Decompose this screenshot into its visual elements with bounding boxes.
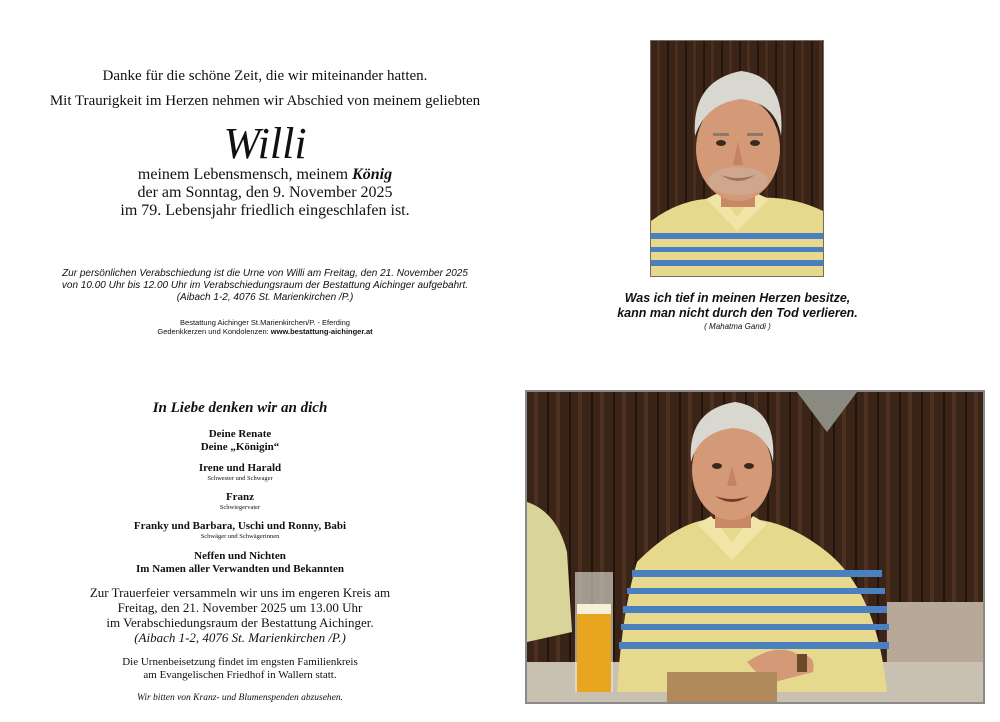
portrait-photo-illustration <box>651 41 823 276</box>
desc-line-1-text: meinem Lebensmensch, meinem <box>137 166 353 183</box>
no-wreath-note: Wir bitten von Kranz- und Blumenspenden abzusehen. <box>136 693 344 703</box>
farewell-info <box>30 268 500 304</box>
undertaker-website-link[interactable]: www.bestattung-aichinger.at <box>270 327 373 336</box>
undertaker-line-2 <box>30 327 500 336</box>
deceased-description <box>20 166 510 220</box>
desc-line-1-emphasis: König <box>352 166 393 183</box>
deceased-name: Willi <box>223 119 307 168</box>
farewell-line-3: (Aibach 1-2, 4076 St. Marienkirchen /P.) <box>176 292 354 303</box>
family-name: Im Namen aller Verwandten und Bekannten <box>136 563 344 575</box>
service-line-3: im Verabschiedungsraum der Bestattung Aichinger. <box>106 615 374 630</box>
farewell-line-1: Zur persönlichen Verabschiedung ist die Urne von Willi am Freitag, den 21. November 2025 <box>62 268 468 279</box>
scene-photo-illustration <box>527 392 983 702</box>
family-group-3 <box>30 491 450 512</box>
intro-line-1: Danke für die schöne Zeit, die wir miteinander hatten. <box>102 68 428 84</box>
service-info <box>30 585 450 645</box>
remembrance-heading: In Liebe denken wir an dich <box>152 400 328 416</box>
family-group-5 <box>30 550 450 576</box>
service-line-2: Freitag, den 21. November 2025 um 13.00 Uhr <box>117 600 363 615</box>
family-relation: Schwiegervater <box>219 504 261 511</box>
desc-line-2: der am Sonntag, den 9. November 2025 <box>137 184 393 201</box>
urn-info <box>30 656 450 682</box>
desc-line-3: im 79. Lebensjahr friedlich eingeschlafen ist. <box>120 202 410 219</box>
urn-line-2: am Evangelischen Friedhof in Wallern statt. <box>143 669 337 681</box>
farewell-line-2: von 10.00 Uhr bis 12.00 Uhr im Verabschiedungsraum der Bestattung Aichinger aufgebahrt. <box>61 280 469 291</box>
quote-line-2: kann man nicht durch den Tod verlieren. <box>617 306 858 320</box>
undertaker-line-2-text: Gedenkkerzen und Kondolenzen: <box>157 327 271 336</box>
family-name: Neffen und Nichten <box>194 550 286 562</box>
family-group-2 <box>30 462 450 483</box>
portrait-photo <box>650 40 824 277</box>
quote-line-1: Was ich tief in meinen Herzen besitze, <box>624 291 851 305</box>
family-group-4 <box>30 520 450 541</box>
family-name: Deine „Königin“ <box>200 441 280 453</box>
undertaker-line-1: Bestattung Aichinger St.Marienkirchen/P. - Eferding <box>180 318 350 327</box>
family-name: Franz <box>225 491 255 503</box>
family-name: Franky und Barbara, Uschi und Ronny, Babi <box>133 520 347 532</box>
intro-text <box>20 64 510 114</box>
intro-line-2: Mit Traurigkeit im Herzen nehmen wir Abschied von meinem geliebten <box>49 93 481 109</box>
urn-line-1: Die Urnenbeisetzung findet im engsten Familienkreis <box>122 656 358 668</box>
family-name: Irene und Harald <box>198 462 282 474</box>
quote <box>560 291 915 321</box>
service-line-4 <box>30 630 450 645</box>
desc-line-1 <box>20 166 510 184</box>
scene-photo <box>525 390 985 704</box>
family-group-1 <box>30 428 450 454</box>
service-address: (Aibach 1-2, 4076 St. Marienkirchen /P.) <box>134 630 346 645</box>
family-relation: Schwäger und Schwägerinnen <box>200 533 280 540</box>
family-name: Deine Renate <box>208 428 272 440</box>
undertaker-info <box>30 318 500 336</box>
quote-author: ( Mahatma Gandi ) <box>704 322 771 331</box>
family-relation: Schwester und Schwager <box>207 475 273 482</box>
service-line-1: Zur Trauerfeier versammeln wir uns im engeren Kreis am <box>89 585 391 600</box>
